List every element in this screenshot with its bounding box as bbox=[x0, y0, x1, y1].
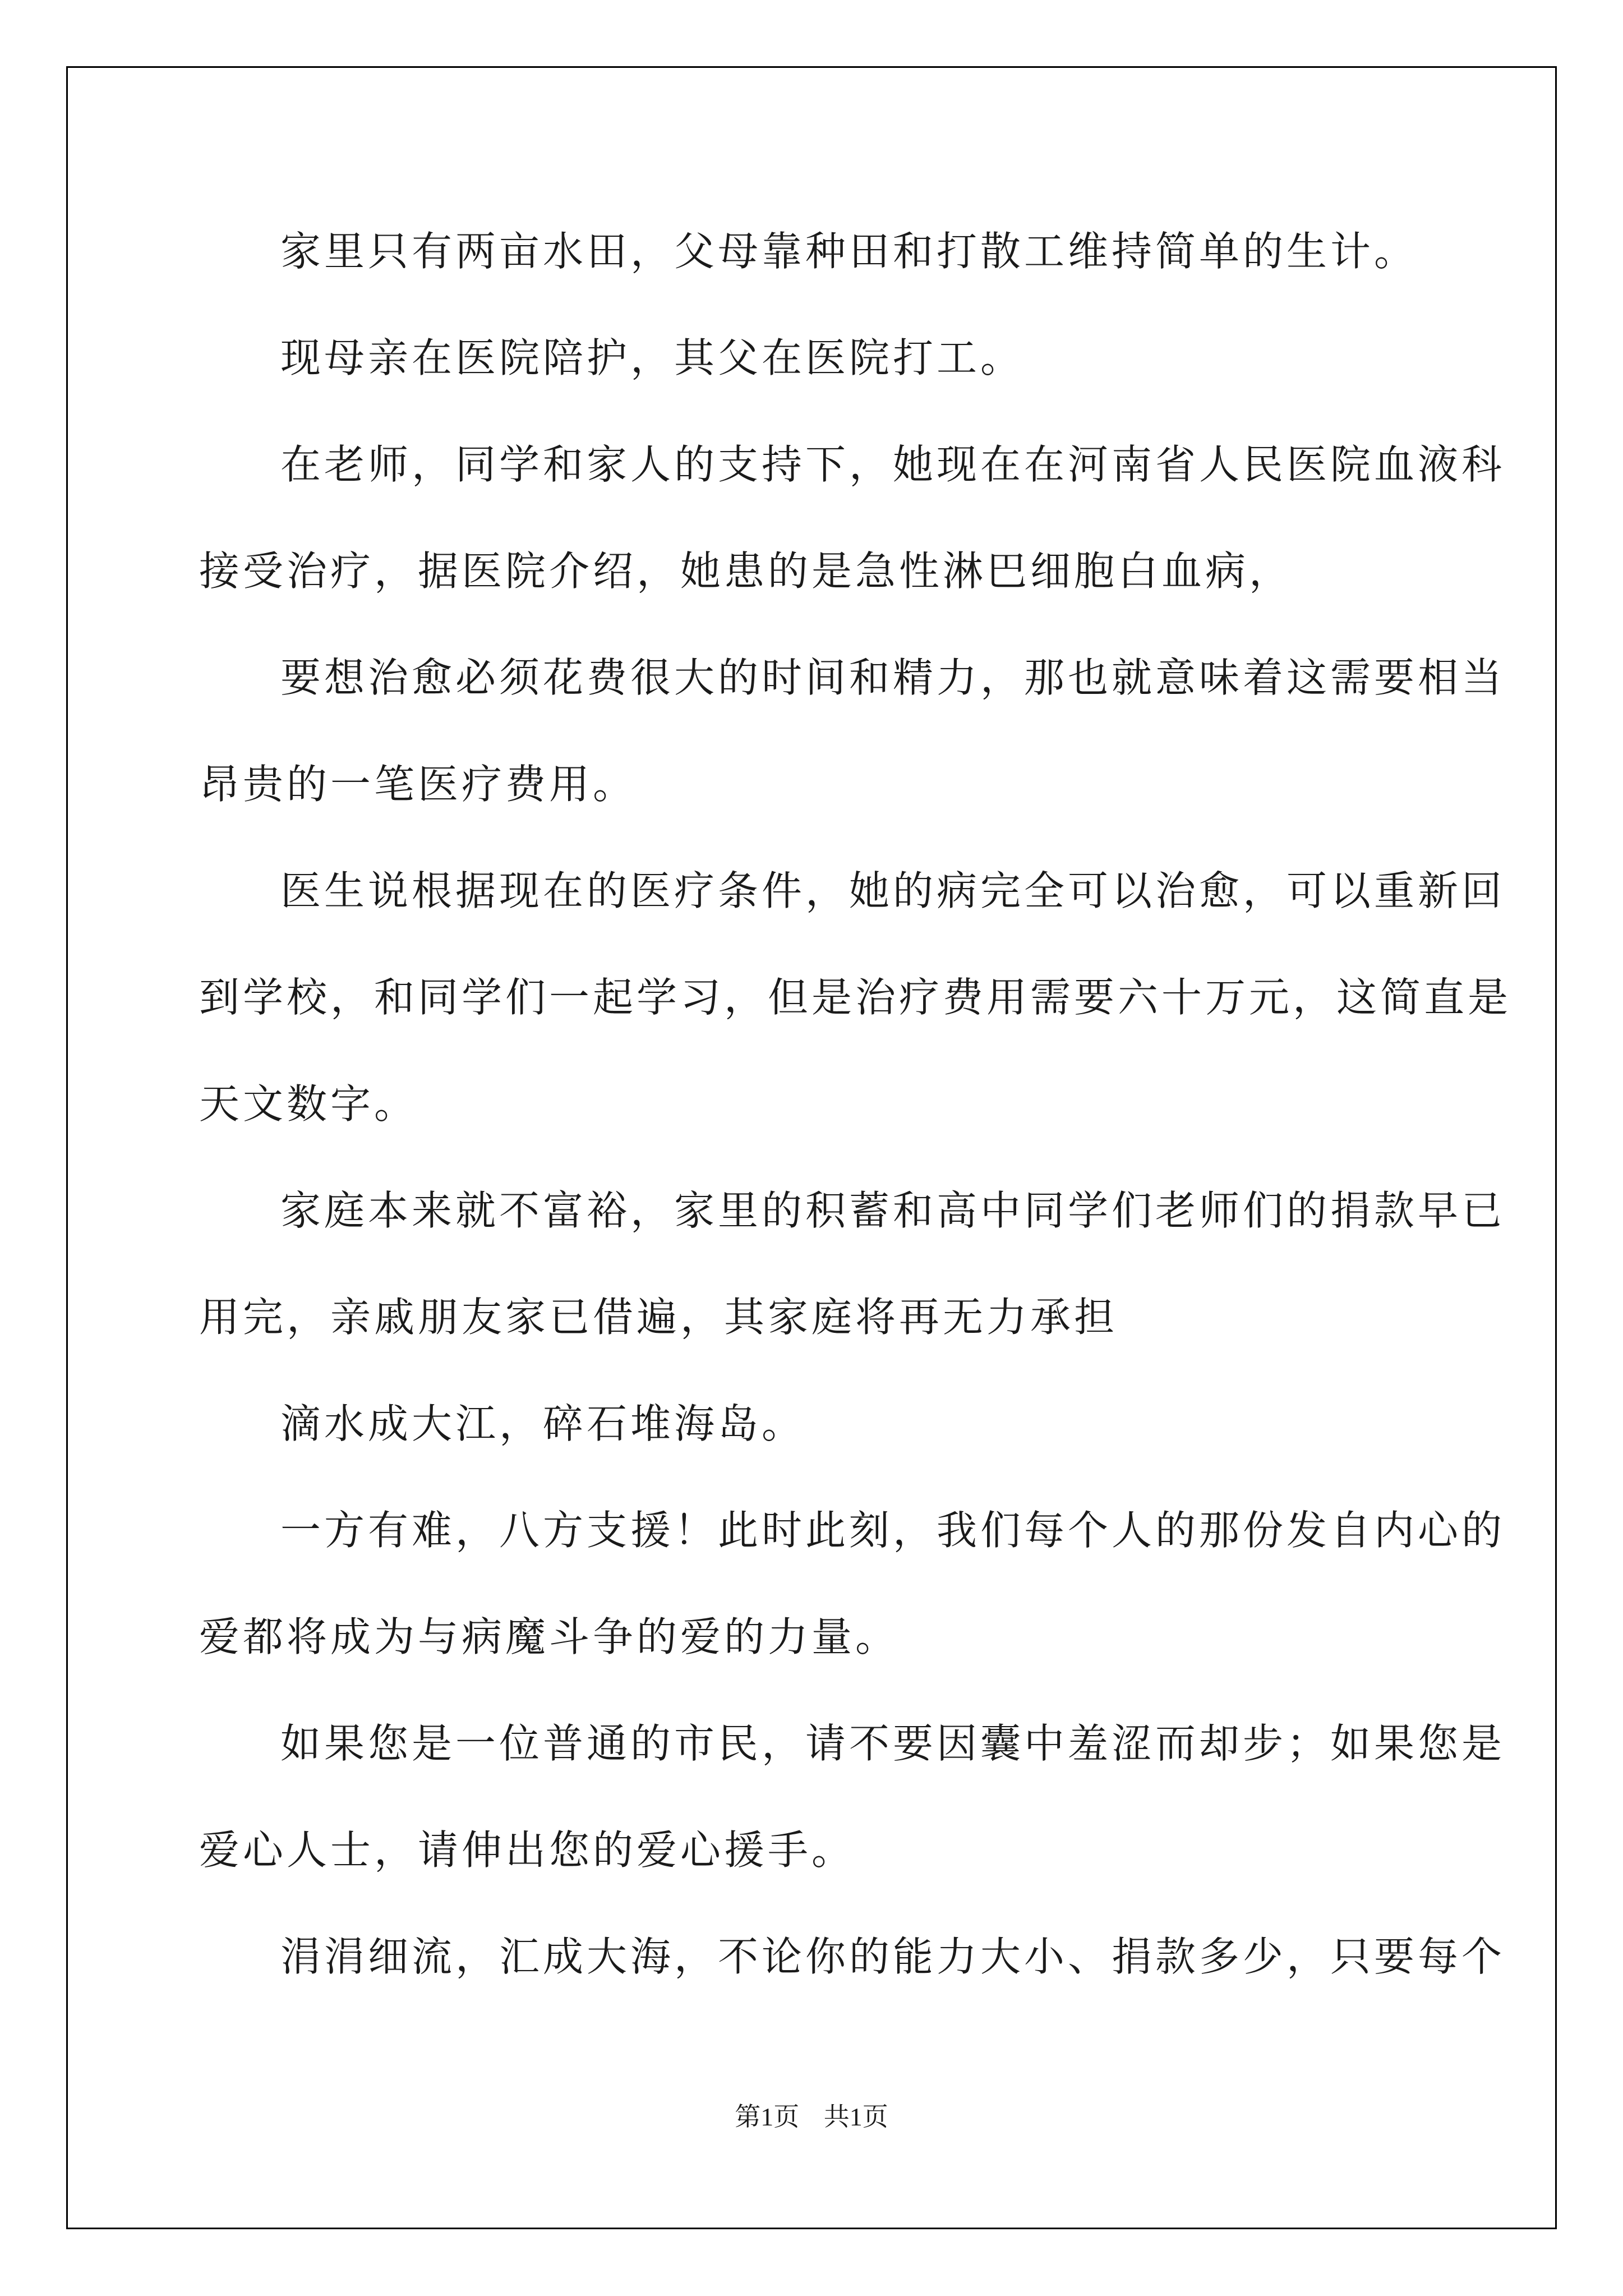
text-line: 在老师，同学和家人的支持下，她现在在河南省人民医院血液科 bbox=[280, 441, 1506, 488]
text-line: 昂贵的一笔医疗费用。 bbox=[199, 761, 637, 808]
text-line: 用完，亲戚朋友家已借遍，其家庭将再无力承担 bbox=[199, 1294, 1118, 1341]
text-line: 要想治愈必须花费很大的时间和精力，那也就意味着这需要相当 bbox=[280, 654, 1506, 701]
page-footer bbox=[0, 2095, 1623, 2139]
text-line: 一方有难，八方支援！此时此刻，我们每个人的那份发自内心的 bbox=[280, 1507, 1506, 1554]
text-line: 天文数字。 bbox=[199, 1080, 418, 1128]
text-line: 家里只有两亩水田，父母靠种田和打散工维持简单的生计。 bbox=[280, 228, 1418, 275]
text-line: 爱都将成为与病魔斗争的爱的力量。 bbox=[199, 1613, 900, 1660]
text-line: 如果您是一位普通的市民，请不要因囊中羞涩而却步；如果您是 bbox=[280, 1720, 1506, 1767]
text-line: 医生说根据现在的医疗条件，她的病完全可以治愈，可以重新回 bbox=[280, 867, 1506, 914]
text-line: 到学校，和同学们一起学习，但是治疗费用需要六十万元，这简直是 bbox=[199, 974, 1512, 1021]
text-line: 涓涓细流，汇成大海，不论你的能力大小、捐款多少，只要每个 bbox=[280, 1933, 1506, 1980]
page-total: 共1页 bbox=[823, 2102, 888, 2131]
text-line: 接受治疗，据医院介绍，她患的是急性淋巴细胞白血病， bbox=[199, 547, 1293, 595]
text-line: 家庭本来就不富裕，家里的积蓄和高中同学们老师们的捐款早已 bbox=[280, 1187, 1506, 1234]
text-line: 现母亲在医院陪护，其父在医院打工。 bbox=[280, 334, 1025, 381]
text-line: 爱心人士，请伸出您的爱心援手。 bbox=[199, 1826, 856, 1874]
page-number: 第1页 bbox=[735, 2102, 800, 2131]
text-line: 滴水成大江，碎石堆海岛。 bbox=[280, 1400, 806, 1447]
